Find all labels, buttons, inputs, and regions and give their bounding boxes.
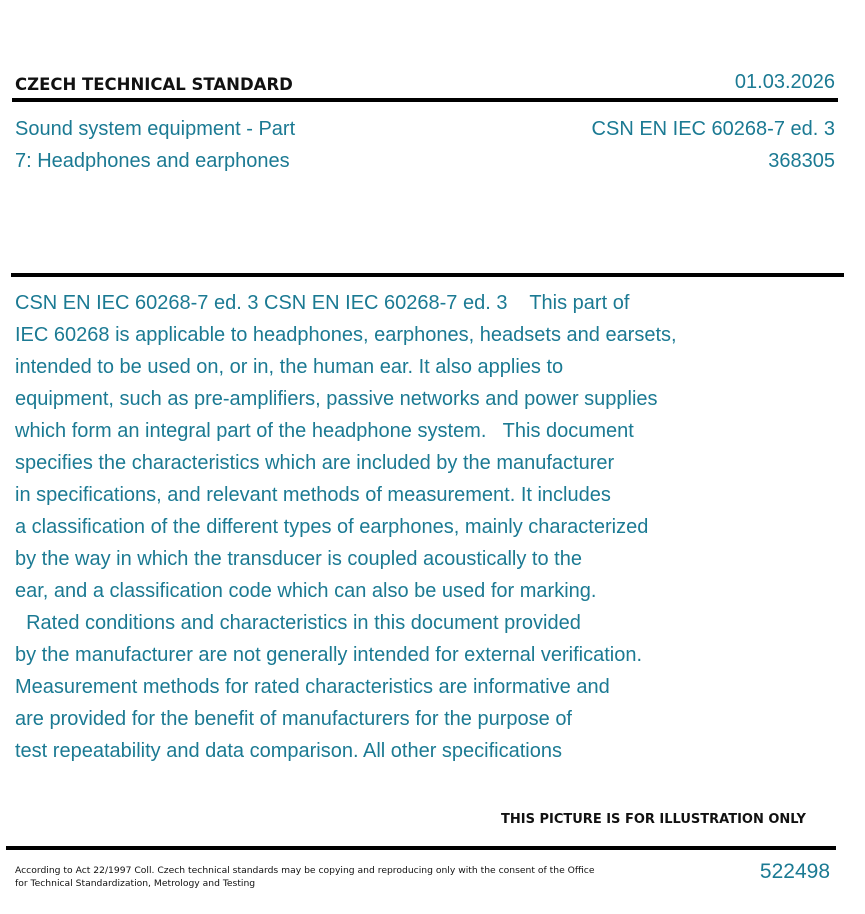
document-title-line: Sound system equipment - Part xyxy=(15,118,296,140)
header-divider xyxy=(12,98,838,102)
abstract-line: in specifications, and relevant methods of measurement. It includes xyxy=(15,484,611,506)
abstract-line: equipment, such as pre-amplifiers, passive networks and power supplies xyxy=(15,388,658,410)
publication-date: 01.03.2026 xyxy=(734,71,835,93)
legal-notice-line: for Technical Standardization, Metrology and Testing xyxy=(15,878,256,889)
catalog-number: 368305 xyxy=(768,150,835,172)
abstract-line: by the way in which the transducer is coupled acoustically to the xyxy=(15,548,582,570)
abstract-line: ear, and a classification code which can also be used for marking. xyxy=(15,580,597,602)
abstract-line: by the manufacturer are not generally intended for external verification. xyxy=(15,644,643,666)
document-title xyxy=(15,113,345,177)
illustration-notice: THIS PICTURE IS FOR ILLUSTRATION ONLY xyxy=(501,812,806,827)
abstract-line: IEC 60268 is applicable to headphones, earphones, headsets and earsets, xyxy=(15,324,677,346)
abstract-line: are provided for the benefit of manufacturers for the purpose of xyxy=(15,708,572,730)
abstract-line: test repeatability and data comparison. All other specifications xyxy=(15,740,562,762)
legal-notice xyxy=(15,864,595,890)
abstract-line: intended to be used on, or in, the human ear. It also applies to xyxy=(15,356,564,378)
legal-notice-line: According to Act 22/1997 Coll. Czech technical standards may be copying and reproducing only with the consent of the Office xyxy=(15,865,595,876)
standard-type-heading: CZECH TECHNICAL STANDARD xyxy=(15,75,293,94)
document-title-line: 7: Headphones and earphones xyxy=(15,150,290,172)
abstract-line: specifies the characteristics which are included by the manufacturer xyxy=(15,452,615,474)
standard-designation xyxy=(592,113,835,177)
abstract-line: Rated conditions and characteristics in this document provided xyxy=(15,612,581,634)
abstract-text xyxy=(15,287,677,767)
abstract-line: CSN EN IEC 60268-7 ed. 3 CSN EN IEC 60268-7 ed. 3 This part of xyxy=(15,292,630,314)
title-divider xyxy=(11,273,844,277)
abstract-line: which form an integral part of the headphone system. This document xyxy=(15,420,634,442)
abstract-line: a classification of the different types of earphones, mainly characterized xyxy=(15,516,649,538)
abstract-line: Measurement methods for rated characteristics are informative and xyxy=(15,676,610,698)
footer-code: 522498 xyxy=(759,860,830,883)
standard-code: CSN EN IEC 60268-7 ed. 3 xyxy=(591,118,835,140)
footer-divider xyxy=(6,846,836,850)
